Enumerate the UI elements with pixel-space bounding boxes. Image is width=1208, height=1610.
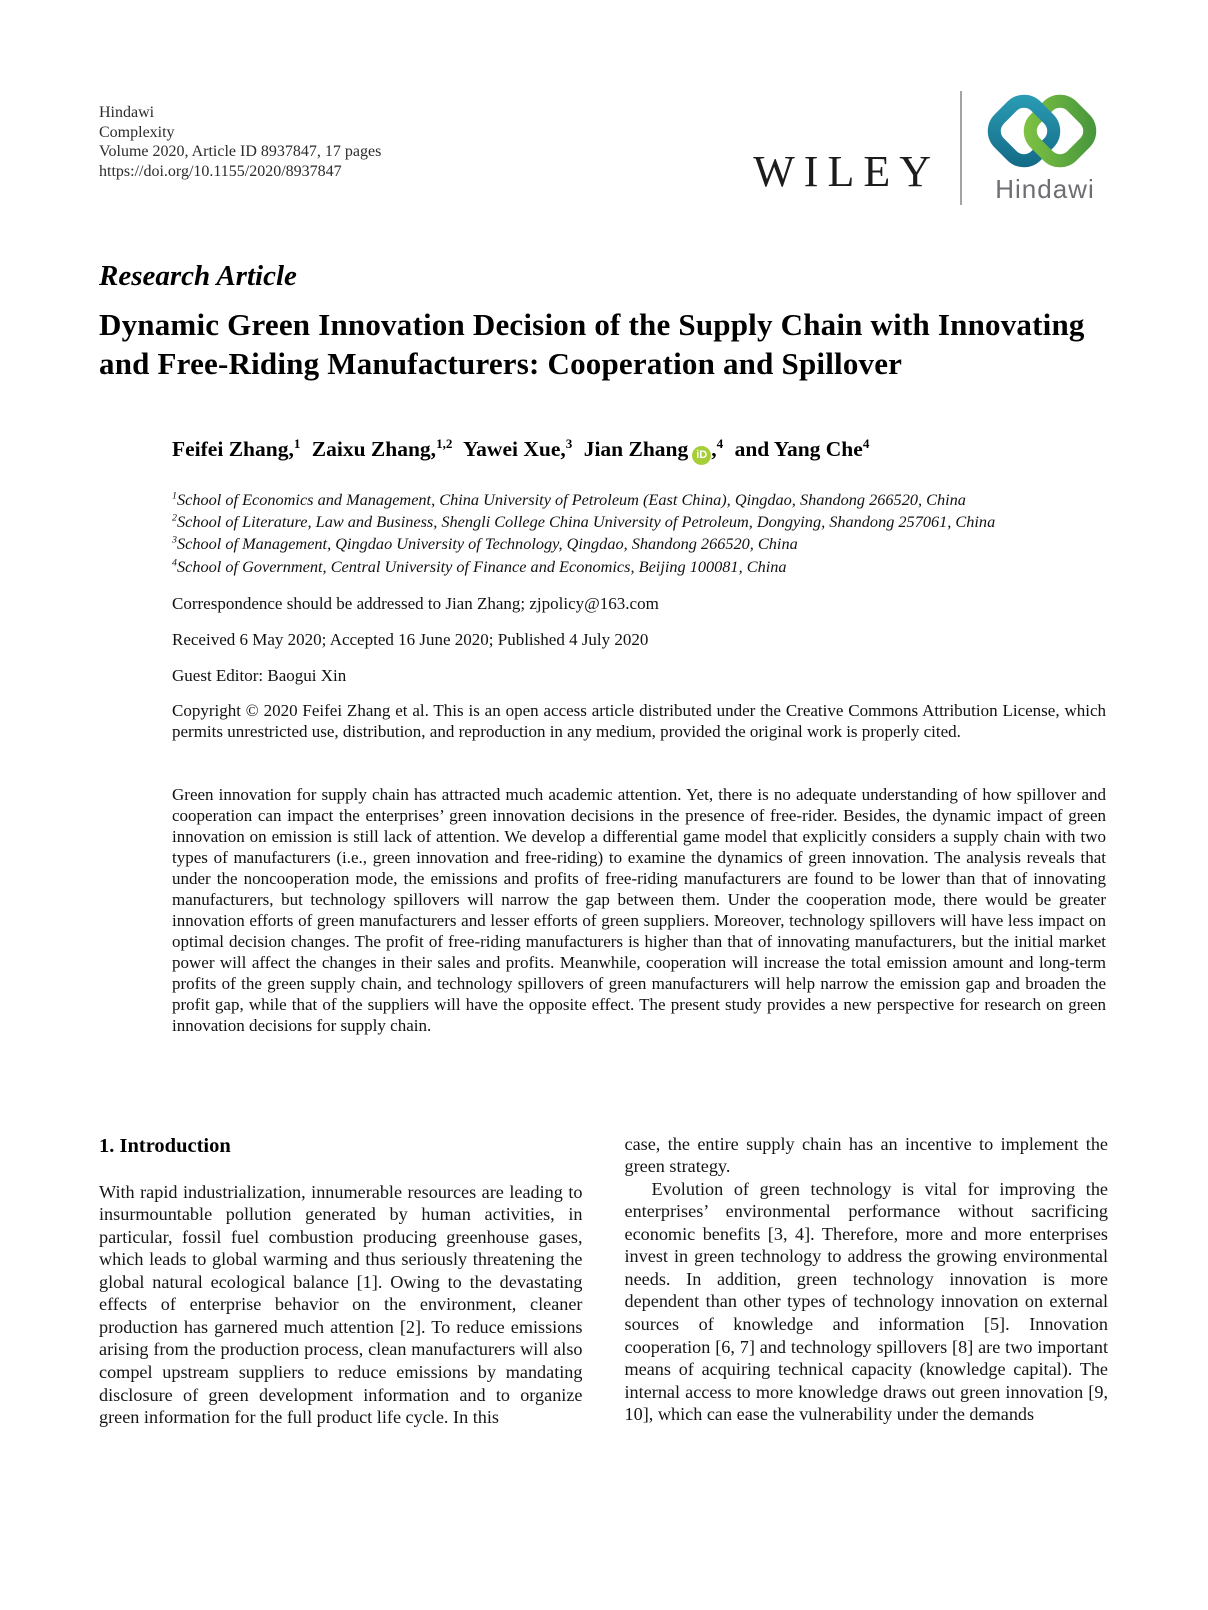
- journal-info: [99, 95, 381, 181]
- right-column: [625, 1133, 1109, 1429]
- intro-paragraph-right-2: Evolution of green technology is vital for improving the enterprises’ environmental performance without sacrificing economic benefits [3, 4]. Therefore, more and more enterprises invest in green technology to address the growing environmental needs. In addition, green technology innovation is more dependent than other types of technology innovation on external sources of knowledge and information [5]. Innovation cooperation [6, 7] and technology spillovers [8] are two important means of acquiring technical capacity (knowledge capital). The internal access to more knowledge draws out green innovation [9, 10], which can ease the vulnerability under the demands: [624, 1178, 1108, 1425]
- copyright-notice: Copyright © 2020 Feifei Zhang et al. This is an open access article distributed under the Creative Commons Attribution License, which permits unrestricted use, distribution, and reproduction in any medium, provided the original work is properly cited.: [172, 700, 1106, 741]
- affiliation-list: [172, 489, 1106, 578]
- author-affiliation-sup: 1: [293, 435, 301, 451]
- author-affiliation-sup: 3: [565, 435, 573, 451]
- publisher-logos: [753, 89, 1108, 205]
- history-line: Received 6 May 2020; Accepted 16 June 2020; Published 4 July 2020: [172, 629, 649, 649]
- article-id-line: Volume 2020, Article ID 8937847, 17 pages: [99, 143, 382, 161]
- author: and Yang Che$^4$: [734, 435, 870, 462]
- wiley-logo: WILEY: [753, 147, 940, 196]
- author: Yawei Xue,$^3$: [463, 435, 573, 462]
- abstract-text: Green innovation for supply chain has attracted much academic attention. Yet, there is no adequate understanding of how spillover and cooperation can impact the enterprises’ green innovation decisions in the presence of free-rider. Besides, the dynamic impact of green innovation on emission is still lack of attention. We develop a differential game model that explicitly considers a supply chain with two types of manufacturers (i.e., green innovation and free-riding) to examine the dynamics of green innovation. The analysis reveals that under the noncooperation mode, the emissions and profits of free-riding manufacturers are found to be lower than that of innovating manufacturers, but technology spillovers will narrow the gap between them. Under the cooperation mode, there would be greater innovation efforts of green manufacturers and lesser efforts of green suppliers. Moreover, technology spillovers will have less impact on optimal decision changes. The profit of free-riding manufacturers is higher than that of innovating manufacturers, but the initial market power will affect the changes in their sales and profits. Meanwhile, cooperation will increase the total emission amount and long-term profits of the green supply chain, and technology spillovers of green manufacturers will help narrow the emission gap and broaden the profit gap, while that of the suppliers will have the opposite effect. The present study provides a new perspective for research on green innovation decisions for supply chain.: [172, 784, 1106, 1035]
- affiliation: $^2$School of Literature, Law and Business, Shengli College China University of Petroleum, Dongying, Shandong 257061, China: [172, 512, 996, 532]
- guest-editor-line: Guest Editor: Baogui Xin: [172, 665, 347, 685]
- doi-link[interactable]: https://doi.org/10.1155/2020/8937847: [99, 162, 342, 180]
- page-content: [99, 95, 1108, 1429]
- author: Feifei Zhang,$^1$: [172, 435, 301, 462]
- author-affiliation-sup: 4: [862, 435, 870, 451]
- correspondence-line: Correspondence should be addressed to Jian Zhang; zjpolicy@163.com: [172, 593, 659, 613]
- article-title: Dynamic Green Innovation Decision of the Supply Chain with Innovating and Free-Riding Manufacturers: Cooperation and Spillover: [99, 307, 1085, 382]
- logo-divider: [960, 91, 962, 205]
- page-header: [99, 95, 1108, 205]
- author-affiliation-sup: 4: [716, 435, 724, 451]
- orcid-icon[interactable]: iD: [692, 446, 711, 465]
- author-list: [172, 437, 1106, 465]
- journal-name: Complexity: [99, 123, 175, 141]
- publisher-name: Hindawi: [99, 104, 155, 121]
- hindawi-logo-text: Hindawi: [995, 174, 1095, 204]
- intro-paragraph-left: With rapid industrialization, innumerable resources are leading to insurmountable pollution generated by human activities, in particular, fossil fuel combustion producing greenhouse gases, which leads to global warming and thus seriously threatening the global natural ecological balance [1]. Owing to the devastating effects of enterprise behavior on the environment, cleaner production has garnered much attention [2]. To reduce emissions arising from the production process, clean manufacturers will also compel upstream suppliers to reduce emissions by mandating disclosure of green development information and to organize green information for the full product life cycle. In this: [99, 1181, 583, 1428]
- section-heading-introduction: 1. Introduction: [99, 1134, 231, 1157]
- author-affiliation-sup: 1,2: [436, 435, 453, 451]
- author: Jian Zhang iD ,$^4$: [584, 437, 724, 461]
- body-columns: [99, 1133, 1108, 1429]
- front-matter: [172, 437, 1106, 1036]
- intro-paragraph-right-1: case, the entire supply chain has an incentive to implement the green strategy.: [624, 1133, 1108, 1177]
- affiliation: $^3$School of Management, Qingdao University of Technology, Qingdao, Shandong 266520, China: [172, 534, 798, 554]
- left-column: [99, 1133, 583, 1429]
- affiliation: $^4$School of Government, Central University of Finance and Economics, Beijing 100081, China: [172, 556, 787, 576]
- article-type-label: Research Article: [99, 260, 297, 292]
- author: Zaixu Zhang,$^{1,2}$: [311, 435, 453, 462]
- hindawi-logo: [982, 89, 1108, 205]
- hindawi-rings-icon: [982, 89, 1108, 173]
- affiliation: $^1$School of Economics and Management, China University of Petroleum (East China), Qingdao, Shandong 266520, China: [172, 490, 966, 510]
